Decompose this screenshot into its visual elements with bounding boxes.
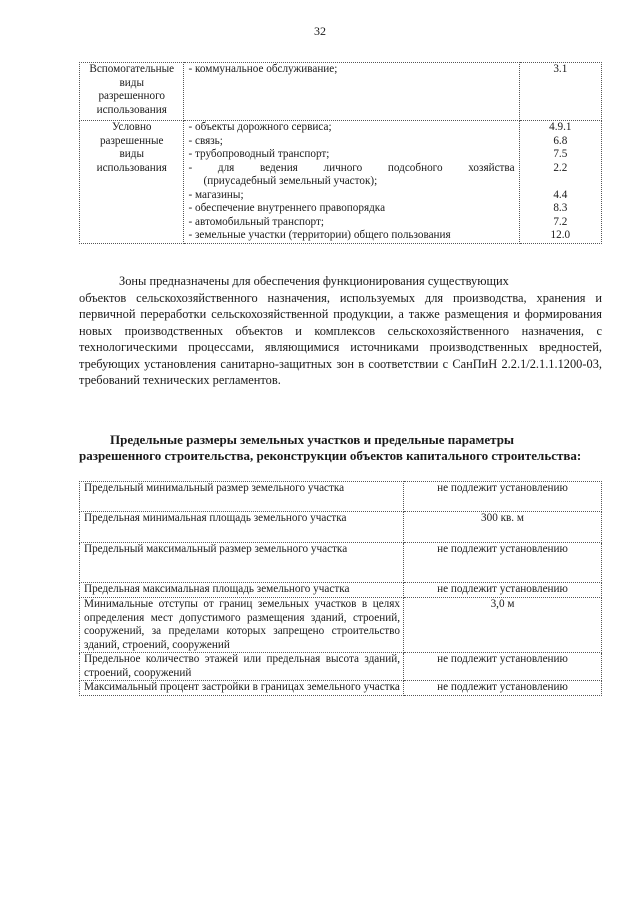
- table-row: [80, 121, 602, 244]
- use-code: 4.9.1: [549, 121, 572, 133]
- use-item: - обеспечение внутреннего правопорядка: [188, 202, 386, 214]
- heading-first-line: Предельные размеры земельных участков и предельные параметры: [110, 432, 515, 447]
- use-code: 3.1: [553, 63, 568, 75]
- category-line: разрешенные: [99, 134, 164, 147]
- word: хозяйства: [468, 161, 515, 174]
- codes-cell: [519, 63, 601, 121]
- category-line: использования: [96, 161, 167, 174]
- table-row: [80, 63, 602, 121]
- use-item: - магазины;: [188, 188, 244, 201]
- category-line: использования: [96, 103, 167, 116]
- use-code: 12.0: [550, 229, 571, 241]
- value-cell: не подлежит установлению: [404, 681, 602, 696]
- parameter-cell: Максимальный процент застройки в границах земельного участка: [80, 681, 404, 696]
- category-line: виды: [119, 148, 144, 160]
- uses-list-cell: [184, 121, 519, 244]
- use-item-subsidiary: [184, 162, 518, 176]
- table-row: [80, 681, 602, 696]
- parameter-cell: Предельное количество этажей или предельная высота зданий, строений, сооружений: [80, 653, 404, 681]
- use-item: - объекты дорожного сервиса;: [188, 121, 332, 133]
- value-cell: не подлежит установлению: [404, 482, 602, 512]
- word: личного: [323, 161, 363, 174]
- parameter-cell: Предельная максимальная площадь земельного участка: [80, 583, 404, 598]
- page-number: 32: [314, 24, 326, 38]
- use-item: - связь;: [188, 134, 223, 147]
- limits-heading: [79, 432, 602, 464]
- value-cell: 3,0 м: [404, 598, 602, 653]
- codes-cell: [519, 121, 601, 244]
- use-code: 7.5: [553, 148, 568, 160]
- word: -: [188, 161, 193, 174]
- use-item: - коммунальное обслуживание;: [188, 63, 338, 75]
- zones-paragraph: [79, 273, 602, 389]
- word: ведения: [260, 161, 298, 174]
- heading-text: разрешенного строительства, реконструкции объектов капитального строительства:: [79, 448, 582, 463]
- use-item: - автомобильный транспорт;: [188, 215, 324, 228]
- value-cell: не подлежит установлению: [404, 543, 602, 583]
- use-item: - земельные участки (территории) общего пользования: [188, 229, 451, 241]
- parameter-cell: Предельный максимальный размер земельного участка: [80, 543, 404, 583]
- parameter-cell: Минимальные отступы от границ земельных участков в целях определения мест допустимого размещения зданий, строений, сооружений, за пределами которых запрещено строительство зданий, строений, сооружений: [80, 598, 404, 653]
- table-row: [80, 583, 602, 598]
- category-cell: [80, 63, 184, 121]
- use-code: 4.4: [553, 188, 568, 201]
- category-cell: [80, 121, 184, 244]
- word: для: [217, 161, 235, 174]
- use-code: 2.2: [553, 161, 568, 174]
- parameter-cell: Предельная минимальная площадь земельного участка: [80, 512, 404, 543]
- code-spacer: [520, 175, 601, 189]
- table-row: [80, 653, 602, 681]
- value-cell: не подлежит установлению: [404, 583, 602, 598]
- category-line: Вспомогательные: [89, 63, 175, 75]
- category-line: разрешенного: [98, 90, 166, 102]
- table-row: [80, 512, 602, 543]
- use-code: 6.8: [553, 134, 568, 147]
- category-line: Условно: [111, 121, 152, 133]
- value-cell: 300 кв. м: [404, 512, 602, 543]
- parameter-cell: Предельный минимальный размер земельного участка: [80, 482, 404, 512]
- word: подсобного: [387, 161, 443, 174]
- value-cell: не подлежит установлению: [404, 653, 602, 681]
- use-code: 8.3: [553, 202, 568, 214]
- limits-table: [79, 481, 602, 696]
- paragraph-first-line: Зоны предназначены для обеспечения функционирования существующих: [119, 274, 509, 288]
- category-line: виды: [119, 76, 144, 89]
- paragraph-text: объектов сельскохозяйственного назначения, используемых для производства, хранения и первичной переработки сельскохозяйственной продукции, а также размещения и формирования новых производственных объектов и комплексов сельскохозяйственного назначения, с технологическими процессами, являющимися источниками производственных вредностей, требующих установления санитарно-защитных зон в соответствии с СанПиН 2.2.1/2.1.1.1200-03, требований технических регламентов.: [79, 290, 602, 387]
- use-code: 7.2: [553, 215, 568, 228]
- uses-list-cell: [184, 63, 519, 121]
- table-row: [80, 482, 602, 512]
- use-item: - трубопроводный транспорт;: [188, 148, 330, 160]
- table-row: [80, 598, 602, 653]
- use-item-continuation: (приусадебный земельный участок);: [203, 175, 378, 187]
- table-row: [80, 543, 602, 583]
- permitted-uses-table: [79, 62, 602, 244]
